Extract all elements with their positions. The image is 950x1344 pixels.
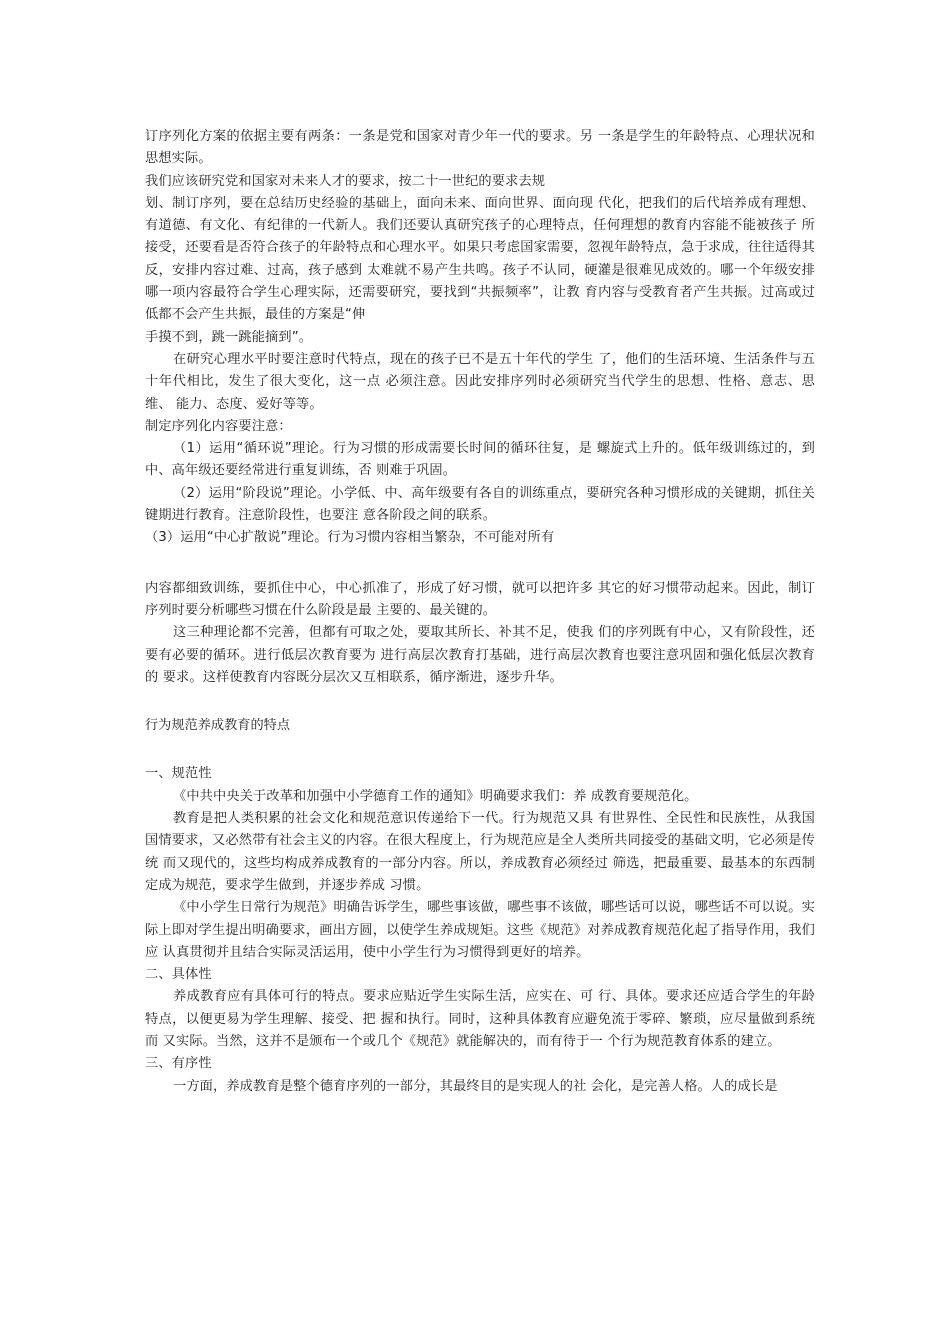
section-title: 行为规范养成教育的特点 [145,718,291,734]
paragraph-center-continued: 内容都细致训练，要抓住中心，中心抓准了，形成了好习惯，就可以把许多 其它的好习惯带动起来。因此，制订序列时要分析哪些习惯在什么阶段是最 主要的、最关键的。 [145,580,815,618]
paragraph-moral-sequence: 一方面，养成教育是整个德育序列的一部分，其最终目的是实现人的社 会化，是完善人格。人的成长是 [173,1078,778,1094]
paragraph-center-theory: （3）运用“中心扩散说”理论。行为习惯内容相当繁杂，不可能对所有 [145,530,555,546]
subheading-normativity: 一、规范性 [145,766,212,782]
paragraph-central-notice: 《中共中央关于改革和加强中小学德育工作的通知》明确要求我们：养 成教育要规范化。 [173,788,698,804]
section-gap-before-title [145,689,815,715]
paragraph-daily-norms: 《中小学生日常行为规范》明确告诉学生，哪些事该做，哪些事不该做，哪些话可以说，哪些话不可以说。实际上即对学生提出明确要求，画出方圆，以使学生养成规矩。这些《规范》对养成教育规范化起了指导作用，我们应 认真贯彻并且结合实际灵活运用，使中小学生行为习惯得到更好的培养。 [145,900,815,960]
paragraph-cycle-theory: （1）运用“循环说”理论。行为习惯的形成需要长时间的循环往复，是 螺旋式上升的。低年级训练过的，到中、高年级还要经常进行重复训练，否 则难于巩固。 [145,441,815,479]
paragraph-planning-sequence: 划、制订序列，要在总结历史经验的基础上，面向未来、面向世界、面向现 代化，把我们的后代培养成有理想、有道德、有文化、有纪律的一代新人。我们还要认真研究孩子的心理特点，任何理想的教育内容能不能被孩子 所接受，还要看是否符合孩子的年龄特点和心理水平。如果只考虑国家需要，忽视年龄特点，急于求成，往往适得其反，安排内容过难、过高，孩子感到 太难就不易产生共鸣。孩子不认同，硬灌是很难见成效的。哪一个年级安排 哪一项内容最符合学生心理实际，还需要研究，要找到“共振频率”，让教 育内容与受教育者产生共振。过高或过低都不会产生共振，最佳的方案是“伸 [145,195,815,323]
subheading-orderliness: 三、有序性 [145,1056,212,1072]
paragraph-reach-phrase: 手摸不到，跳一跳能摘到”。 [145,329,313,345]
section-gap-after-title [145,737,815,763]
paragraph-concrete-feasible: 养成教育应有具体可行的特点。要求应贴近学生实际生活，应实在、可 行、具体。要求还应适合学生的年龄特点，以便更易为学生理解、接受、把 握和执行。同时，这种具体教育应避免流于零碎、繁琐，应尽量做到系统而 又实际。当然，这并不是颁布一个或几个《规范》就能解决的，而有待于一 个行为规范教育体系的建立。 [145,989,815,1049]
subheading-concreteness: 二、具体性 [145,967,212,983]
paragraph-research-requirements: 我们应该研究党和国家对未来人才的要求，按二十一世纪的要求去规 [145,173,546,189]
page-break-gap [145,550,815,578]
paragraph-three-theories: 这三种理论都不完善，但都有可取之处，要取其所长、补其不足，使我 们的序列既有中心，又有阶段性，还要有必要的循环。进行低层次教育要为 进行高层次教育打基础，进行高层次教育也要注意巩固和强化低层次教育的 要求。这样使教育内容既分层次又互相联系，循序渐进，逐步升华。 [145,625,815,685]
paragraph-attention-heading: 制定序列化内容要注意： [145,418,292,434]
paragraph-basis: 订序列化方案的依据主要有两条：一条是党和国家对青少年一代的要求。另 一条是学生的年龄特点、心理状况和思想实际。 [145,129,815,167]
paragraph-education-transmission: 教育是把人类积累的社会文化和规范意识传递给下一代。行为规范又具 有世界性、全民性和民族性，从我国国情要求，又必然带有社会主义的内容。在很大程度上，行为规范应是全人类所共同接受的基础文明，它必须是传统 而又现代的，这些均构成养成教育的一部分内容。所以，养成教育必须经过 筛选，把最重要、最基本的东西制定成为规范，要求学生做到，并逐步养成 习惯。 [145,811,815,893]
paragraph-stage-theory: （2）运用“阶段说”理论。小学低、中、高年级要有各自的训练重点，要研究各种习惯形成的关键期，抓住关键期进行教育。注意阶段性，也要注 意各阶段之间的联系。 [145,485,815,524]
paragraph-era-features: 在研究心理水平时要注意时代特点，现在的孩子已不是五十年代的学生 了，他们的生活环境、生活条件与五十年代相比，发生了很大变化，这一点 必须注意。因此安排序列时必须研究当代学生的思想、性格、意志、思维、 能力、态度、爱好等等。 [145,351,815,412]
document-body [145,126,815,1098]
